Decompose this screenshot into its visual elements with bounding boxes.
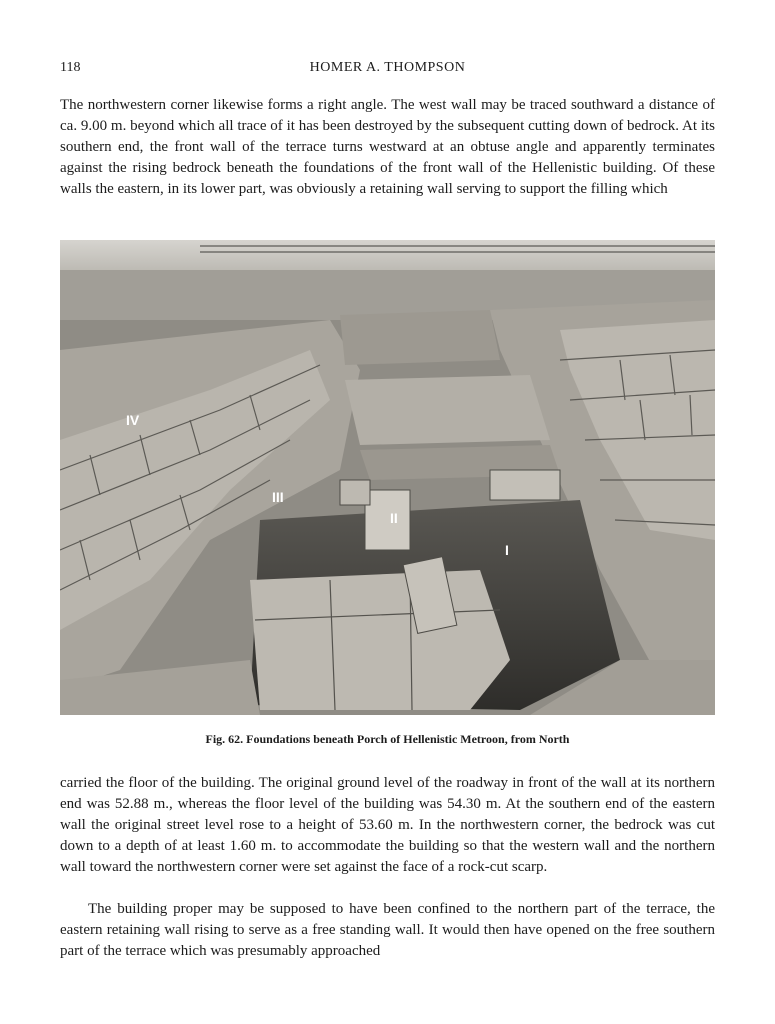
running-head xyxy=(60,60,715,82)
running-head-author: HOMER A. THOMPSON xyxy=(309,60,466,75)
paragraph-1: The northwestern corner likewise forms a right angle. The west wall may be traced southward a distance of ca. 9.00 m. beyond which all trace of it has been destroyed by the subsequent cutting down of bedrock. At its southern end, the front wall of the terrace turns westward at an obtuse angle and apparently terminates against the rising bedrock beneath the foundations of the front wall of the Hellenistic building. Of these walls the eastern, in its lower part, was obviously a retaining wall serving to support the filling which xyxy=(60,97,715,197)
paragraph-2: carried the floor of the building. The original ground level of the roadway in front of the wall at its northern end was 52.88 m., whereas the floor level of the building was 54.30 m. At the southern end of the eastern wall the original street level rose to a height of 53.60 m. In the northwestern corner, the bedrock was cut down to a depth of at least 1.60 m. to accommodate the building so that the western wall and the northern wall toward the northwestern corner were set against the face of a rock-cut scarp. xyxy=(60,775,715,875)
label-iv: IV xyxy=(126,412,140,428)
figure-caption: Fig. 62. Foundations beneath Porch of Hellenistic Metroon, from North xyxy=(205,732,570,746)
label-ii: II xyxy=(390,510,398,526)
label-iii: III xyxy=(272,489,284,505)
paragraph-3: The building proper may be supposed to have been confined to the northern part of the terrace, the eastern retaining wall rising to serve as a free standing wall. It would then have opened on the free southern part of the terrace which was presumably approached xyxy=(60,901,715,959)
excavation-photo xyxy=(60,240,715,715)
label-i: I xyxy=(505,542,509,558)
figure-photograph xyxy=(60,240,715,715)
page-number: 118 xyxy=(60,60,81,75)
